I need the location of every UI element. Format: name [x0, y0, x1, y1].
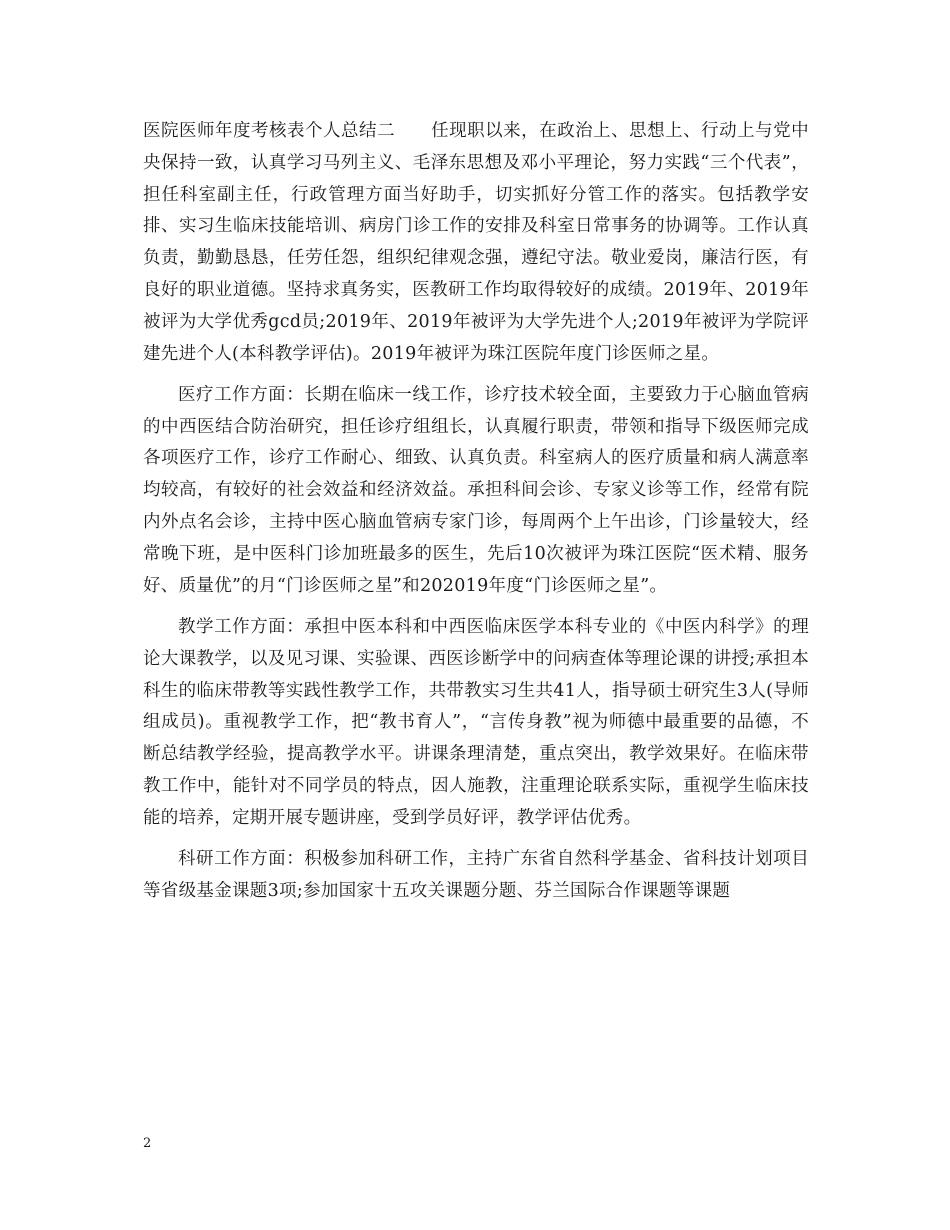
paragraph-research-work: 科研工作方面：积极参加科研工作，主持广东省自然科学基金、省科技计划项目等省级基金课题3项;参加国家十五攻关课题分题、芬兰国际合作课题等课题 — [143, 849, 809, 901]
page-number: 2 — [143, 1136, 152, 1151]
paragraph-medical-work: 医疗工作方面：长期在临床一线工作，诊疗技术较全面，主要致力于心脑血管病的中西医结合防治研究，担任诊疗组组长，认真履行职责，带领和指导下级医师完成各项医疗工作，诊疗工作耐心、细致、认真负责。科室病人的医疗质量和病人满意率均较高，有较好的社会效益和经济效益。承担科间会诊、专家义诊等工作，经常有院内外点名会诊，主持中医心脑血管病专家门诊，每周两个上午出诊，门诊量较大，经常晚下班，是中医科门诊加班最多的医生，先后10次被评为珠江医院“医术精、服务好、质量优”的月“门诊医师之星”和202019年度“门诊医师之星”。 — [143, 384, 809, 596]
paragraph-teaching-work: 教学工作方面：承担中医本科和中西医临床医学本科专业的《中医内科学》的理论大课教学，以及见习课、实验课、西医诊断学中的问病查体等理论课的讲授;承担本科生的临床带教等实践性教学工作，共带教实习生共41人，指导硕士研究生3人(导师组成员)。重视教学工作，把“教书育人”，“言传身教”视为师德中最重要的品德，不断总结教学经验，提高教学水平。讲课条理清楚，重点突出，教学效果好。在临床带教工作中，能针对不同学员的特点，因人施教，注重理论联系实际，重视学生临床技能的培养，定期开展专题讲座，受到学员好评，教学评估优秀。 — [143, 616, 809, 828]
paragraph-summary: 医院医师年度考核表个人总结二 任现职以来，在政治上、思想上、行动上与党中央保持一致，认真学习马列主义、毛泽东思想及邓小平理论，努力实践“三个代表”，担任科室副主任，行政管理方面当好助手，切实抓好分管工作的落实。包括教学安排、实习生临床技能培训、病房门诊工作的安排及科室日常事务的协调等。工作认真负责，勤勤恳恳，任劳任怨，组织纪律观念强，遵纪守法。敬业爱岗，廉洁行医，有良好的职业道德。坚持求真务实，医教研工作均取得较好的成绩。2019年、2019年被评为大学优秀gcd员;2019年、2019年被评为大学先进个人;2019年被评为学院评建先进个人(本科教学评估)。2019年被评为珠江医院年度门诊医师之星。 — [143, 121, 809, 364]
document-body — [143, 116, 809, 917]
